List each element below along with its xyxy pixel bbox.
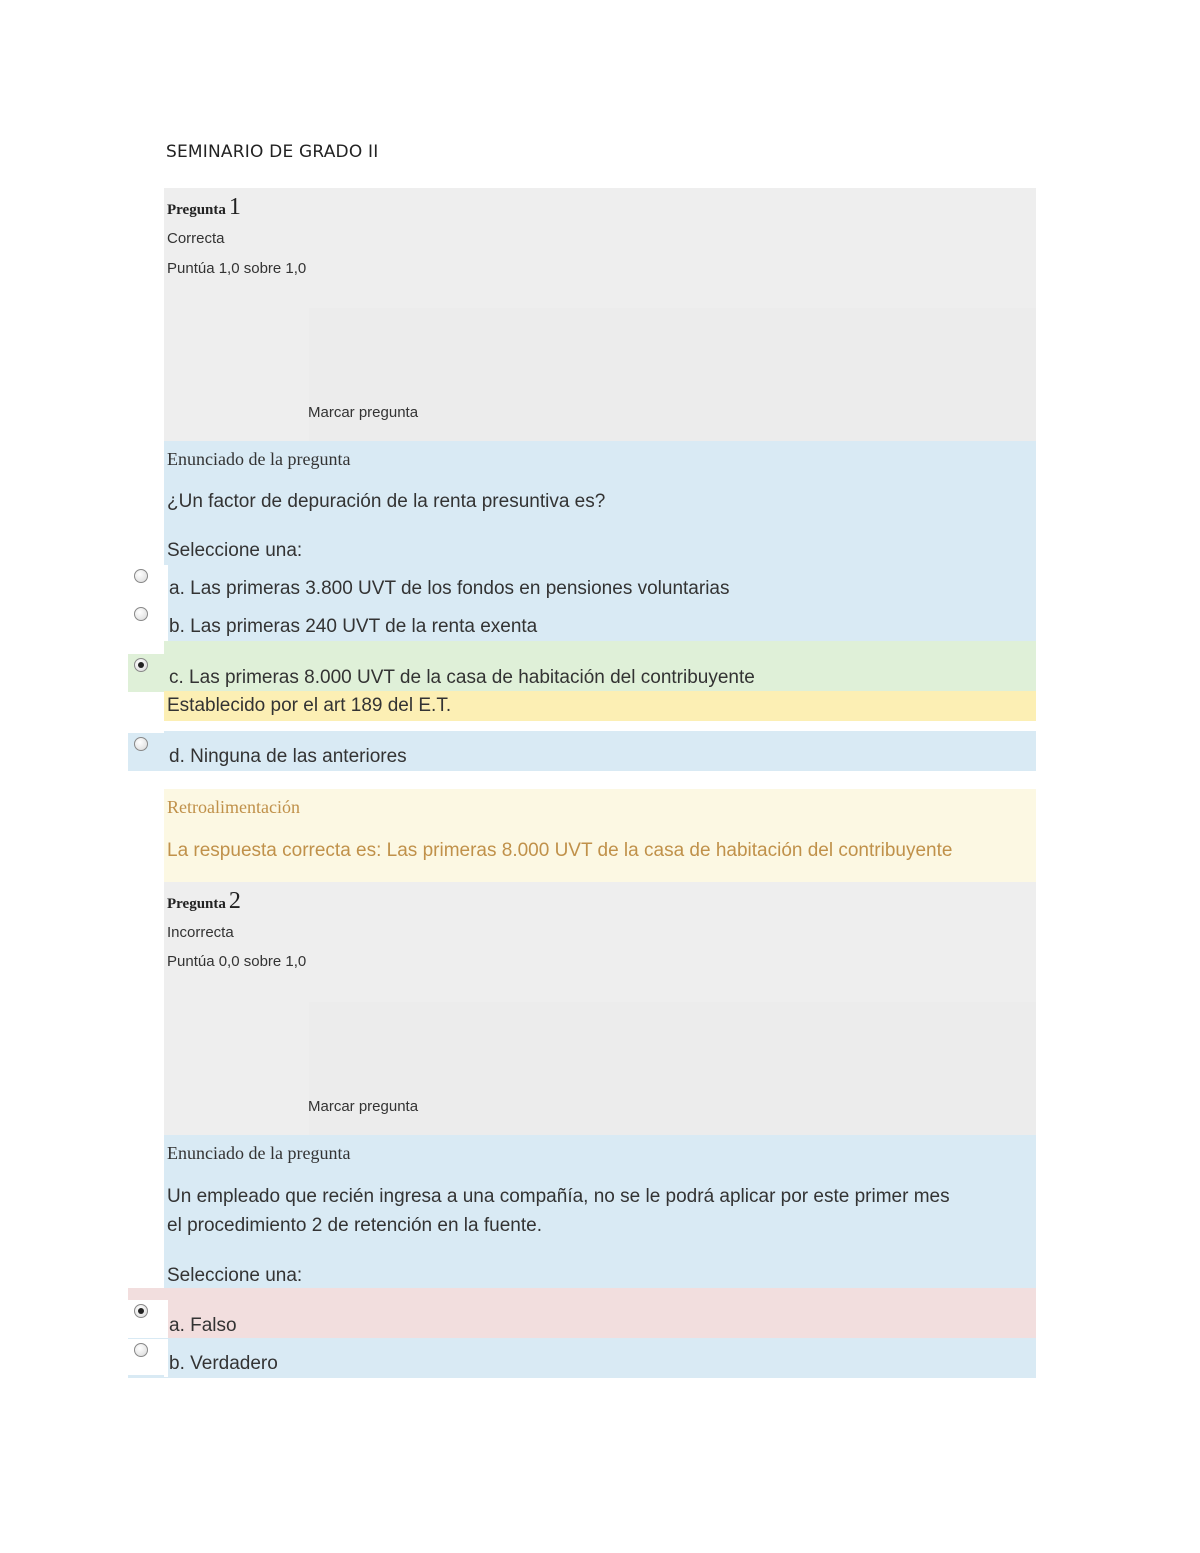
- radio-option-a[interactable]: [134, 569, 148, 583]
- document-title: SEMINARIO DE GRADO II: [166, 142, 379, 162]
- radio-option-b[interactable]: [134, 607, 148, 621]
- radio-holder: [128, 1300, 168, 1338]
- radio-holder: [128, 654, 168, 692]
- question-2-grade: Puntúa 0,0 sobre 1,0: [167, 953, 307, 970]
- question-2-label: [167, 888, 241, 915]
- left-edge-strip: [128, 1375, 164, 1378]
- question-number: 2: [228, 888, 241, 914]
- flag-question-2[interactable]: Marcar pregunta: [308, 1098, 419, 1115]
- radio-holder: [128, 733, 168, 771]
- option-d-label[interactable]: d. Ninguna de las anteriores: [169, 746, 407, 767]
- radio-option-d[interactable]: [134, 737, 148, 751]
- radio-option-falso[interactable]: [134, 1304, 148, 1318]
- radio-holder: [128, 603, 168, 641]
- radio-holder: [128, 565, 168, 603]
- question-1-text: ¿Un factor de depuración de la renta presuntiva es?: [167, 491, 606, 512]
- question-1-state: Correcta: [167, 230, 225, 247]
- question-label-text: Pregunta: [167, 202, 226, 218]
- question-2-heading: Enunciado de la pregunta: [167, 1143, 351, 1163]
- question-2-text-line2: el procedimiento 2 de retención en la fuente.: [167, 1215, 542, 1236]
- option-c-feedback: Establecido por el art 189 del E.T.: [167, 695, 452, 716]
- question-1-prompt: Seleccione una:: [167, 540, 303, 561]
- option-a-label[interactable]: a. Las primeras 3.800 UVT de los fondos en pensiones voluntarias: [169, 578, 730, 599]
- radio-holder: [128, 1339, 168, 1377]
- flag-area: [309, 1002, 1036, 1135]
- flag-area: [309, 308, 1036, 441]
- question-1-label: [167, 194, 241, 221]
- question-1-info: [164, 188, 1036, 441]
- option-falso-label[interactable]: a. Falso: [169, 1315, 237, 1336]
- question-1-heading: Enunciado de la pregunta: [167, 449, 351, 469]
- option-falso-row: [128, 1288, 1036, 1338]
- option-b-label[interactable]: b. Las primeras 240 UVT de la renta exenta: [169, 616, 538, 637]
- question-2-state: Incorrecta: [167, 924, 234, 941]
- feedback-heading: Retroalimentación: [167, 797, 300, 817]
- question-number: 1: [228, 194, 241, 220]
- question-2-prompt: Seleccione una:: [167, 1265, 303, 1286]
- flag-question-1[interactable]: Marcar pregunta: [308, 404, 419, 421]
- question-label-text: Pregunta: [167, 896, 226, 912]
- radio-option-c[interactable]: [134, 658, 148, 672]
- feedback-text: La respuesta correcta es: Las primeras 8.000 UVT de la casa de habitación del contribuyente: [167, 840, 953, 861]
- question-2-text-line1: Un empleado que recién ingresa a una compañía, no se le podrá aplicar por este primer mes: [167, 1186, 950, 1207]
- question-1-grade: Puntúa 1,0 sobre 1,0: [167, 260, 307, 277]
- radio-option-verdadero[interactable]: [134, 1343, 148, 1357]
- left-edge-strip: [128, 768, 164, 771]
- option-c-label[interactable]: c. Las primeras 8.000 UVT de la casa de habitación del contribuyente: [169, 667, 755, 688]
- option-verdadero-label[interactable]: b. Verdadero: [169, 1353, 278, 1374]
- question-2-info: [164, 882, 1036, 1135]
